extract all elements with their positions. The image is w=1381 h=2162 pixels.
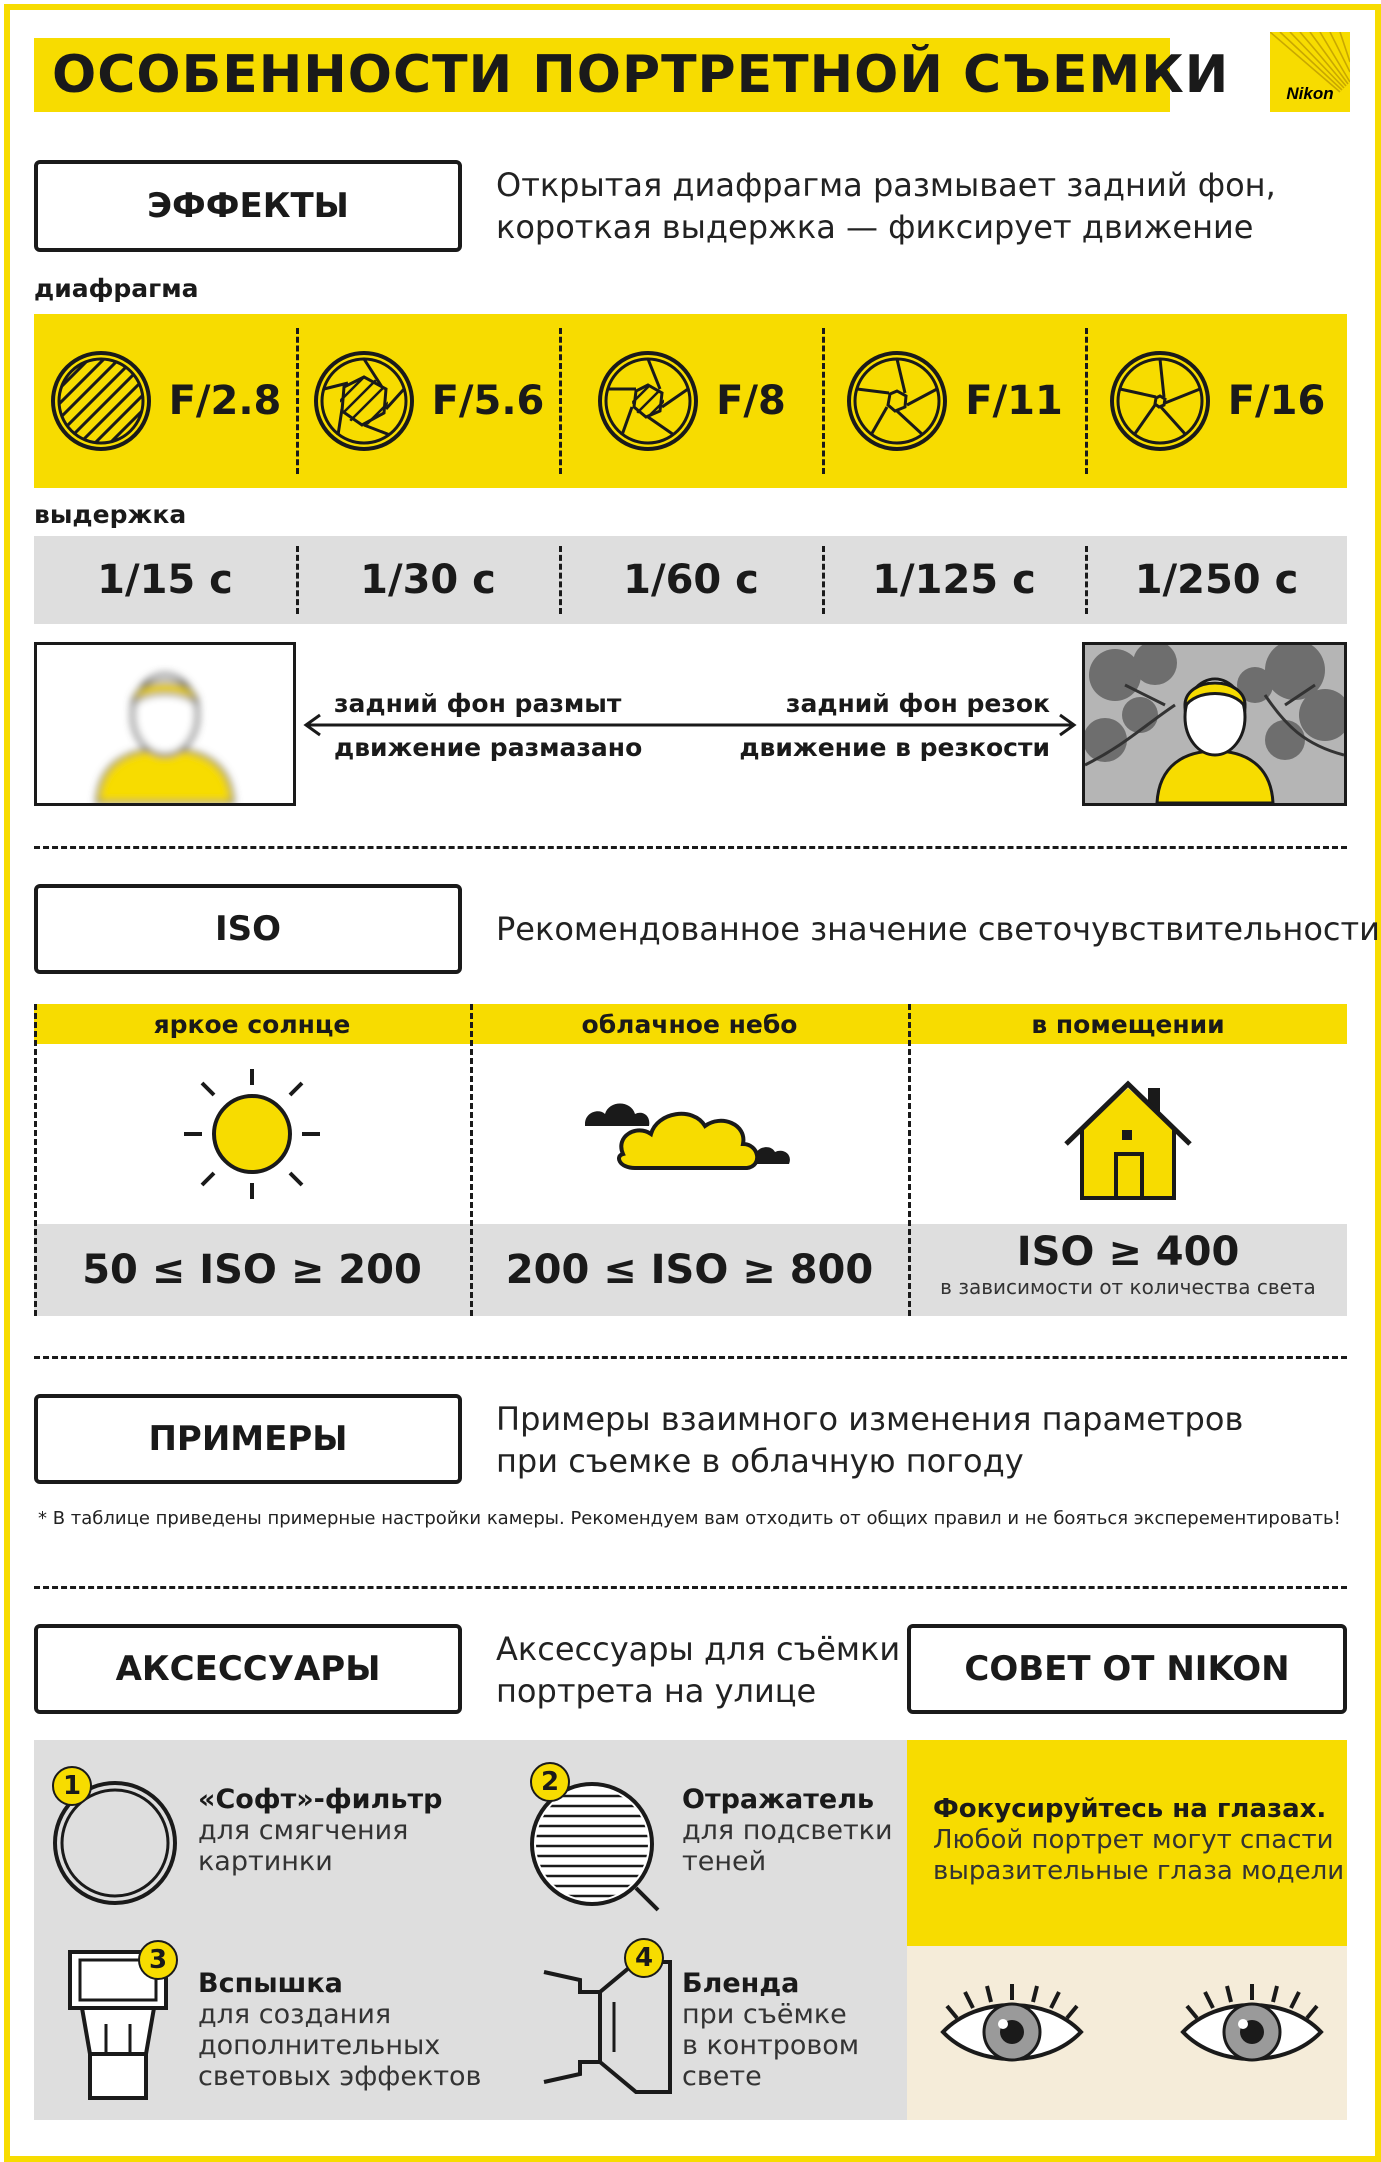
examples-description-line-2: при съемке в облачную погоду xyxy=(496,1442,1024,1480)
sharp-portrait xyxy=(1082,642,1347,806)
accessory-desc-line: в контровом xyxy=(682,2030,860,2061)
iso-condition-label: в помещении xyxy=(1031,1009,1225,1039)
aperture-icon-f8 xyxy=(596,349,700,453)
iso-note: в зависимости от количества света xyxy=(940,1275,1316,1299)
lens-hood-icon xyxy=(540,1952,680,2102)
iso-condition-label: яркое солнце xyxy=(153,1009,351,1039)
accessory-item-3 xyxy=(198,1968,481,2092)
iso-condition-label: облачное небо xyxy=(581,1009,798,1039)
aperture-icon-f2-8 xyxy=(49,349,153,453)
shutter-value: 1/60 с xyxy=(623,557,759,603)
blurred-portrait xyxy=(34,642,296,806)
shutter-value: 1/15 с xyxy=(97,557,233,603)
left-eye-icon xyxy=(937,1980,1087,2080)
iso-icon-cell xyxy=(471,1054,908,1214)
shutter-value: 1/250 с xyxy=(1134,557,1299,603)
shutter-label: выдержка xyxy=(34,500,187,529)
accessories-description-line-1: Аксессуары для съёмки xyxy=(496,1630,901,1668)
aperture-value: F/16 xyxy=(1227,378,1326,424)
examples-description xyxy=(496,1398,1243,1482)
iso-heading: ISO xyxy=(34,884,462,974)
accessory-desc-line: теней xyxy=(682,1846,767,1877)
accessory-desc-line: для подсветки xyxy=(682,1815,893,1846)
effects-description-line-2: короткая выдержка — фиксирует движение xyxy=(496,208,1254,246)
right-caption-line-2: движение в резкости xyxy=(739,733,1050,762)
effects-description-line-1: Открытая диафрагма размывает задний фон, xyxy=(496,166,1276,204)
accessory-desc-line: дополнительных xyxy=(198,2030,441,2061)
item-number-badge: 3 xyxy=(138,1940,178,1980)
accessory-item-1 xyxy=(198,1784,442,1877)
tip-heading: СОВЕТ ОТ NIKON xyxy=(907,1624,1347,1714)
right-caption-line-1: задний фон резок xyxy=(785,689,1050,718)
shutter-band xyxy=(34,536,1347,624)
examples-heading: ПРИМЕРЫ xyxy=(34,1394,462,1484)
left-caption-line-1: задний фон размыт xyxy=(334,689,622,718)
page-title: ОСОБЕННОСТИ ПОРТРЕТНОЙ СЪЕМКИ xyxy=(52,45,1230,105)
examples-description-line-1: Примеры взаимного изменения параметров xyxy=(496,1400,1244,1438)
accessory-title: Отражатель xyxy=(682,1784,875,1815)
accessory-desc-line: картинки xyxy=(198,1846,333,1877)
section-divider xyxy=(34,1356,1347,1359)
accessory-desc-line: при съёмке xyxy=(682,1999,847,2030)
aperture-label: диафрагма xyxy=(34,274,199,303)
item-number-badge: 4 xyxy=(624,1938,664,1978)
tip-panel xyxy=(907,1740,1347,1946)
eyes-panel xyxy=(907,1946,1347,2120)
house-icon xyxy=(1058,1064,1198,1204)
accessory-desc-line: световых эффектов xyxy=(198,2061,482,2092)
iso-value: 200 ≤ ISO ≥ 800 xyxy=(505,1247,874,1293)
accessories-description xyxy=(496,1628,900,1712)
nikon-logo-text: Nikon xyxy=(1286,84,1334,103)
left-caption-line-2: движение размазано xyxy=(334,733,643,762)
tip-title: Фокусируйтесь на глазах. xyxy=(933,1794,1327,1824)
cloud-icon xyxy=(575,1084,805,1184)
aperture-cell xyxy=(297,314,559,488)
iso-value: 50 ≤ ISO ≥ 200 xyxy=(82,1247,422,1293)
accessory-item-2 xyxy=(682,1784,893,1877)
iso-value: ISO ≥ 400 xyxy=(1016,1229,1240,1275)
iso-description: Рекомендованное значение светочувствительности xyxy=(496,910,1380,948)
examples-footnote: * В таблице приведены примерные настройки камеры. Рекомендуем вам отходить от общих правил и не бояться эксперементировать! xyxy=(38,1508,1341,1529)
aperture-icon-f11 xyxy=(845,349,949,453)
section-divider xyxy=(34,846,1347,849)
iso-icon-cell xyxy=(34,1054,470,1214)
shutter-value: 1/125 с xyxy=(872,557,1036,603)
effects-heading: ЭФФЕКТЫ xyxy=(34,160,462,252)
aperture-cell xyxy=(560,314,822,488)
iso-icon-cell xyxy=(909,1054,1347,1214)
accessories-panel xyxy=(34,1740,907,2120)
aperture-band xyxy=(34,314,1347,488)
left-caption xyxy=(334,682,642,770)
item-number-badge: 1 xyxy=(52,1766,92,1806)
aperture-value: F/11 xyxy=(965,378,1063,424)
accessory-desc-line: свете xyxy=(682,2061,762,2092)
nikon-logo xyxy=(1270,32,1350,112)
right-eye-icon xyxy=(1177,1980,1327,2080)
aperture-cell xyxy=(34,314,296,488)
accessories-description-line-2: портрета на улице xyxy=(496,1672,817,1710)
aperture-value: F/8 xyxy=(716,378,786,424)
aperture-cell xyxy=(1086,314,1347,488)
tip-line: Любой портрет могут спасти xyxy=(933,1825,1334,1855)
aperture-value: F/2.8 xyxy=(168,378,282,424)
shutter-value: 1/30 с xyxy=(360,557,496,603)
sharp-person-icon xyxy=(1085,645,1344,803)
tip-line: выразительные глаза модели xyxy=(933,1856,1345,1886)
aperture-icon-f5-6 xyxy=(312,349,416,453)
accessories-heading: АКСЕССУАРЫ xyxy=(34,1624,462,1714)
accessory-title: Вспышка xyxy=(198,1968,343,1999)
iso-table xyxy=(34,1004,1347,1316)
section-divider xyxy=(34,1586,1347,1589)
iso-value-cell xyxy=(909,1230,1347,1300)
accessory-title: «Софт»-фильтр xyxy=(198,1784,443,1815)
aperture-cell xyxy=(823,314,1085,488)
accessory-item-4 xyxy=(682,1968,859,2092)
effects-description xyxy=(496,164,1276,248)
tip-text xyxy=(933,1794,1344,1887)
accessory-desc-line: для создания xyxy=(198,1999,392,2030)
aperture-value: F/5.6 xyxy=(431,378,545,424)
item-number-badge: 2 xyxy=(530,1762,570,1802)
right-caption xyxy=(739,682,1050,770)
accessory-title: Бленда xyxy=(682,1968,800,1999)
accessory-desc-line: для смягчения xyxy=(198,1815,409,1846)
sun-icon xyxy=(172,1059,332,1209)
aperture-icon-f16 xyxy=(1108,349,1212,453)
blurred-person-icon xyxy=(37,645,293,803)
